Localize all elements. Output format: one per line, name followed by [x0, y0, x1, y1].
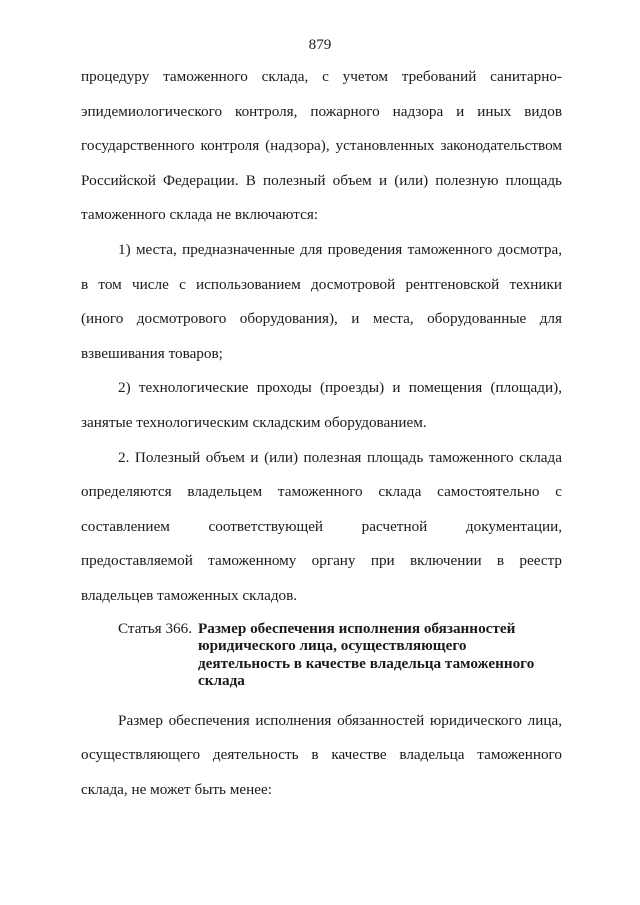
- document-body: [81, 60, 562, 807]
- paragraph-item-1: 1) места, предназначенные для проведения таможенного досмотра, в том числе с использованием досмотровой рентгеновской техники (иного досмотрового оборудования), и места, оборудованные для взвешивания товаров;: [81, 240, 562, 362]
- paragraph-point-2: 2. Полезный объем и (или) полезная площадь таможенного склада определяются владельцем таможенного склада самостоятельно с составлением соответствующей расчетной документации, предоставляемой таможенному органу при включении в реестр владельцев таможенных складов.: [81, 448, 562, 604]
- page-number: 879: [308, 36, 332, 53]
- article-heading: [81, 620, 562, 690]
- paragraph-article-body: Размер обеспечения исполнения обязанностей юридического лица, осуществляющего деятельность в качестве владельца таможенного склада, не может быть менее:: [81, 711, 562, 798]
- article-title: Размер обеспечения исполнения обязанностей юридического лица, осуществляющего деятельность в качестве владельца таможенного склада: [198, 619, 535, 689]
- paragraph-continuation: процедуру таможенного склада, с учетом требований санитарно-эпидемиологического контроля, пожарного надзора и иных видов государственного контроля (надзора), установленных законодательством Российской Федерации. В полезный объем и (или) полезную площадь таможенного склада не включаются:: [81, 68, 562, 224]
- paragraph-item-2: 2) технологические проходы (проезды) и помещения (площади), занятые технологическим складским оборудованием.: [81, 379, 562, 431]
- article-number: Статья 366.: [118, 619, 193, 637]
